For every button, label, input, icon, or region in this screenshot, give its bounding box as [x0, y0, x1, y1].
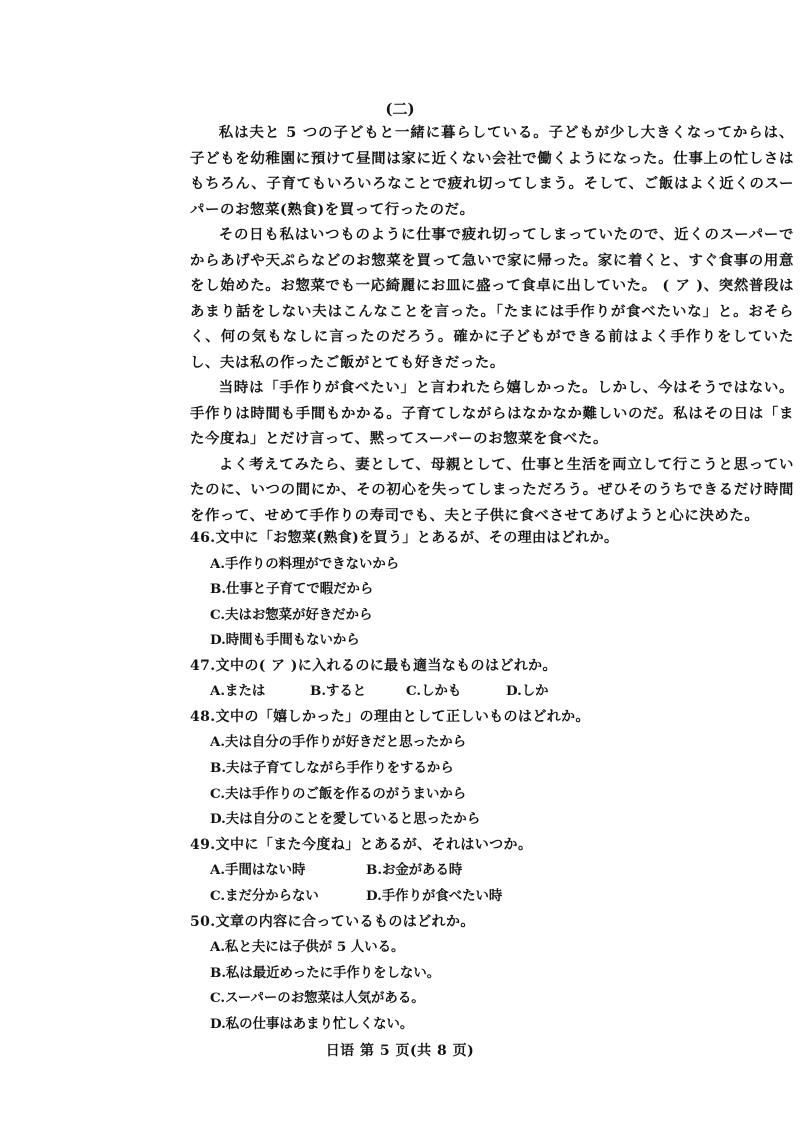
question-50: [190, 910, 794, 1038]
passage-paragraph-1: 私は夫と 5 つの子どもと一緒に暮らしている。子どもが少し大きくなってからは、子どもを幼稚園に預けて昼間は家に近くない会社で働くようになった。仕事上の忙しさはもちろん、子育てもいろいろなことで疲れ切ってしまう。そして、ご飯はよく近くのスーパーのお惣菜(熟食)を買って行ったのだ。: [190, 124, 794, 218]
option-a: A.または: [210, 683, 266, 700]
section-title: (二): [385, 100, 415, 118]
option-d: D.私の仕事はあまり忙しくない。: [210, 1015, 414, 1032]
option-c: C.夫は手作りのご飯を作るのがうまいから: [210, 785, 467, 802]
question-48: [190, 705, 794, 833]
option-a: A.手作りの料理ができないから: [210, 555, 400, 572]
option-b: B.夫は子育てしながら手作りをするから: [210, 760, 454, 777]
option-row: [190, 679, 794, 705]
question-list: [190, 526, 794, 1037]
question-stem: 46.文中に「お惣菜(熟食)を買う」とあるが、その理由はどれか。: [190, 530, 619, 546]
option-row: [190, 884, 794, 910]
page-footer: 日语 第 5 页(共 8 页): [325, 1043, 475, 1059]
question-49: [190, 833, 794, 910]
option-d: D.時間も手間もないから: [210, 632, 360, 649]
option-c: C.しかも: [406, 683, 462, 700]
reading-passage: [190, 120, 794, 528]
question-stem: 50.文章の内容に合っているものはどれか。: [190, 913, 475, 930]
option-b: B.私は最近めったに手作りをしない。: [210, 964, 441, 981]
option-c: C.スーパーのお惣菜は人気がある。: [210, 990, 425, 1007]
option-a: A.夫は自分の手作りが好きだと思ったから: [210, 734, 467, 751]
question-stem: 47.文中の( ア )に入れるのに最も適当なものはどれか。: [190, 657, 557, 674]
option-a: A.私と夫には子供が 5 人いる。: [210, 939, 405, 956]
option-a: A.手間はない時: [210, 862, 306, 879]
option-d: D.しか: [506, 683, 549, 700]
option-row: [190, 858, 794, 884]
question-stem: 48.文中の「嬉しかった」の理由として正しいものはどれか。: [190, 708, 590, 725]
question-46: [190, 526, 794, 654]
passage-paragraph-4: よく考えてみたら、妻として、母親として、仕事と生活を両立して行こうと思っていたのに、いつの間にか、その初心を失ってしまっただろう。ぜひそのうちできるだけ時間を作って、せめて手作りの寿司でも、夫と子供に食べさせてあげようと心に決めた。: [190, 455, 794, 524]
option-b: B.お金がある時: [366, 862, 463, 879]
option-b: B.仕事と子育てで暇だから: [210, 581, 374, 598]
option-b: B.すると: [310, 683, 367, 700]
question-47: [190, 654, 794, 705]
question-stem: 49.文中に「また今度ね」とあるが、それはいつか。: [190, 836, 533, 853]
option-c: C.まだ分からない: [210, 887, 319, 904]
option-c: C.夫はお惣菜が好きだから: [210, 606, 373, 623]
option-d: D.手作りが食べたい時: [366, 887, 503, 904]
option-d: D.夫は自分のことを愛していると思ったから: [210, 811, 481, 828]
passage-paragraph-2: その日も私はいつものように仕事で疲れ切ってしまっていたので、近くのスーパーでからあげや天ぷらなどのお惣菜を買って急いで家に帰った。家に着くと、すぐ食事の用意をし始めた。お惣菜でも一応綺麗にお皿に盛って食卓に出していた。 ( ア )、突然普段はあまり話をしない夫はこんなことを言った。「たまには手作りが食べたいな」と。おそらく、何の気もなしに言ったのだろう。確かに子どもができる前はよく手作りをしていたし、夫は私の作ったご飯がとても好きだった。: [190, 226, 794, 371]
passage-paragraph-3: 当時は「手作りが食べたい」と言われたら嬉しかった。しかし、今はそうではない。手作りは時間も手間もかかる。子育てしながらはなかなか難しいのだ。私はその日は「また今度ね」とだけ言って、黙ってスーパーのお惣菜を食べた。: [190, 379, 794, 447]
